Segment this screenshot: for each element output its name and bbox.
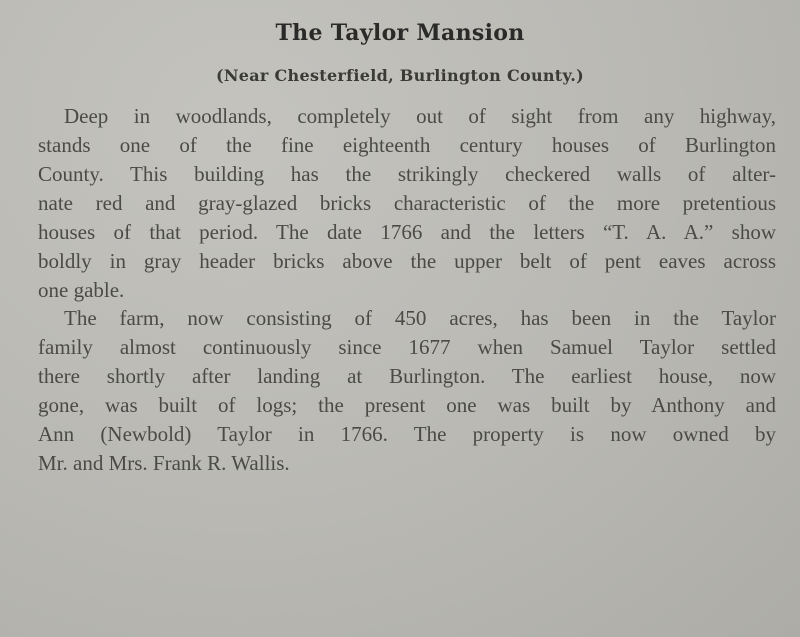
text-line: gone, was built of logs; the present one was built by Anthony and	[38, 393, 776, 417]
page-title: The Taylor Mansion	[275, 20, 525, 46]
page-subtitle: (Near Chesterfield, Burlington County.)	[215, 66, 585, 85]
text-line: Deep in woodlands, completely out of sight from any highway,	[64, 104, 776, 128]
text-line: The farm, now consisting of 450 acres, has been in the Taylor	[64, 306, 776, 330]
text-line: Mr. and Mrs. Frank R. Wallis.	[38, 451, 290, 475]
text-line: stands one of the fine eighteenth century houses of Burlington	[38, 133, 776, 157]
text-line: Ann (Newbold) Taylor in 1766. The property is now owned by	[38, 422, 776, 446]
text-line: nate red and gray-glazed bricks characteristic of the more pretentious	[38, 191, 776, 215]
text-line: one gable.	[38, 278, 125, 302]
text-line: boldly in gray header bricks above the upper belt of pent eaves across	[38, 249, 776, 273]
text-line: family almost continuously since 1677 when Samuel Taylor settled	[38, 335, 776, 359]
text-line: County. This building has the strikingly checkered walls of alter-	[38, 162, 776, 186]
text-line: there shortly after landing at Burlington. The earliest house, now	[38, 364, 776, 388]
paragraph-2	[38, 304, 776, 478]
paragraph-1	[38, 102, 776, 305]
text-line: houses of that period. The date 1766 and the letters “T. A. A.” show	[38, 220, 776, 244]
